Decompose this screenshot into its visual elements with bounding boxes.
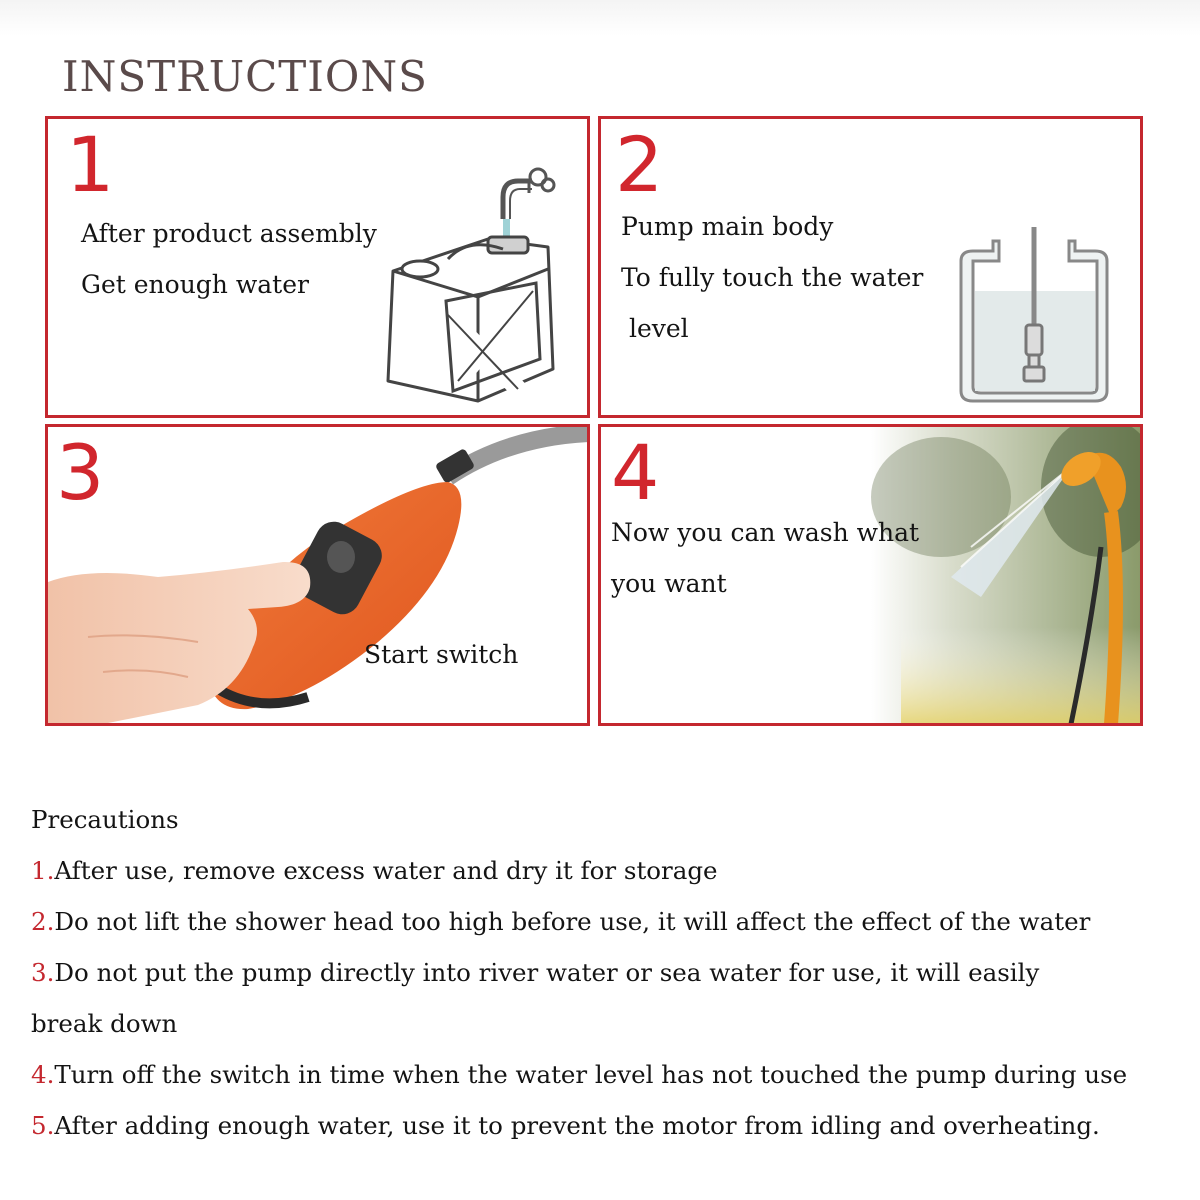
precaution-text: Turn off the switch in time when the water level has not touched the pump during use (54, 1060, 1128, 1089)
step-number-4: 4 (611, 428, 660, 517)
page-title: INSTRUCTIONS (62, 52, 428, 101)
precaution-item-1 (31, 856, 718, 885)
precaution-text: Do not lift the shower head too high before use, it will affect the effect of the water (54, 907, 1091, 936)
step-1-line-1: After product assembly (81, 219, 377, 248)
step-panel-1 (45, 116, 590, 418)
step-2-line-1: Pump main body (621, 212, 834, 241)
precaution-number: 3. (31, 958, 55, 987)
precaution-text: After adding enough water, use it to prevent the motor from idling and overheating. (54, 1111, 1100, 1140)
precaution-number: 1. (31, 856, 55, 885)
step-panel-3 (45, 424, 590, 726)
precaution-item-4 (31, 1060, 1127, 1089)
precaution-number: 4. (31, 1060, 55, 1089)
precaution-item-3 (31, 958, 1039, 987)
precaution-item-5 (31, 1111, 1100, 1140)
step-1-line-2: Get enough water (81, 270, 309, 299)
step-4-line-1: Now you can wash what (611, 518, 920, 547)
precaution-text: break down (31, 1009, 178, 1038)
step-number-2: 2 (615, 120, 664, 209)
water-canister-illustration (48, 119, 588, 416)
precaution-number: 2. (31, 907, 55, 936)
step-2-line-2: To fully touch the water (621, 263, 924, 292)
top-shade (0, 0, 1200, 36)
precautions-heading: Precautions (31, 805, 179, 834)
hand-pressing-switch-illustration (48, 427, 588, 724)
step-number-3: 3 (56, 428, 105, 517)
precaution-item-2 (31, 907, 1090, 936)
precaution-text: Do not put the pump directly into river water or sea water for use, it will easily (54, 958, 1040, 987)
precaution-text: After use, remove excess water and dry it for storage (54, 856, 718, 885)
step-panel-2 (598, 116, 1143, 418)
precaution-number: 5. (31, 1111, 55, 1140)
step-number-1: 1 (66, 120, 115, 209)
precaution-item-3-continued (31, 1009, 177, 1038)
start-switch-label: Start switch (364, 640, 519, 669)
step-2-line-3: level (621, 314, 689, 343)
step-panel-4 (598, 424, 1143, 726)
step-4-line-2: you want (611, 569, 727, 598)
